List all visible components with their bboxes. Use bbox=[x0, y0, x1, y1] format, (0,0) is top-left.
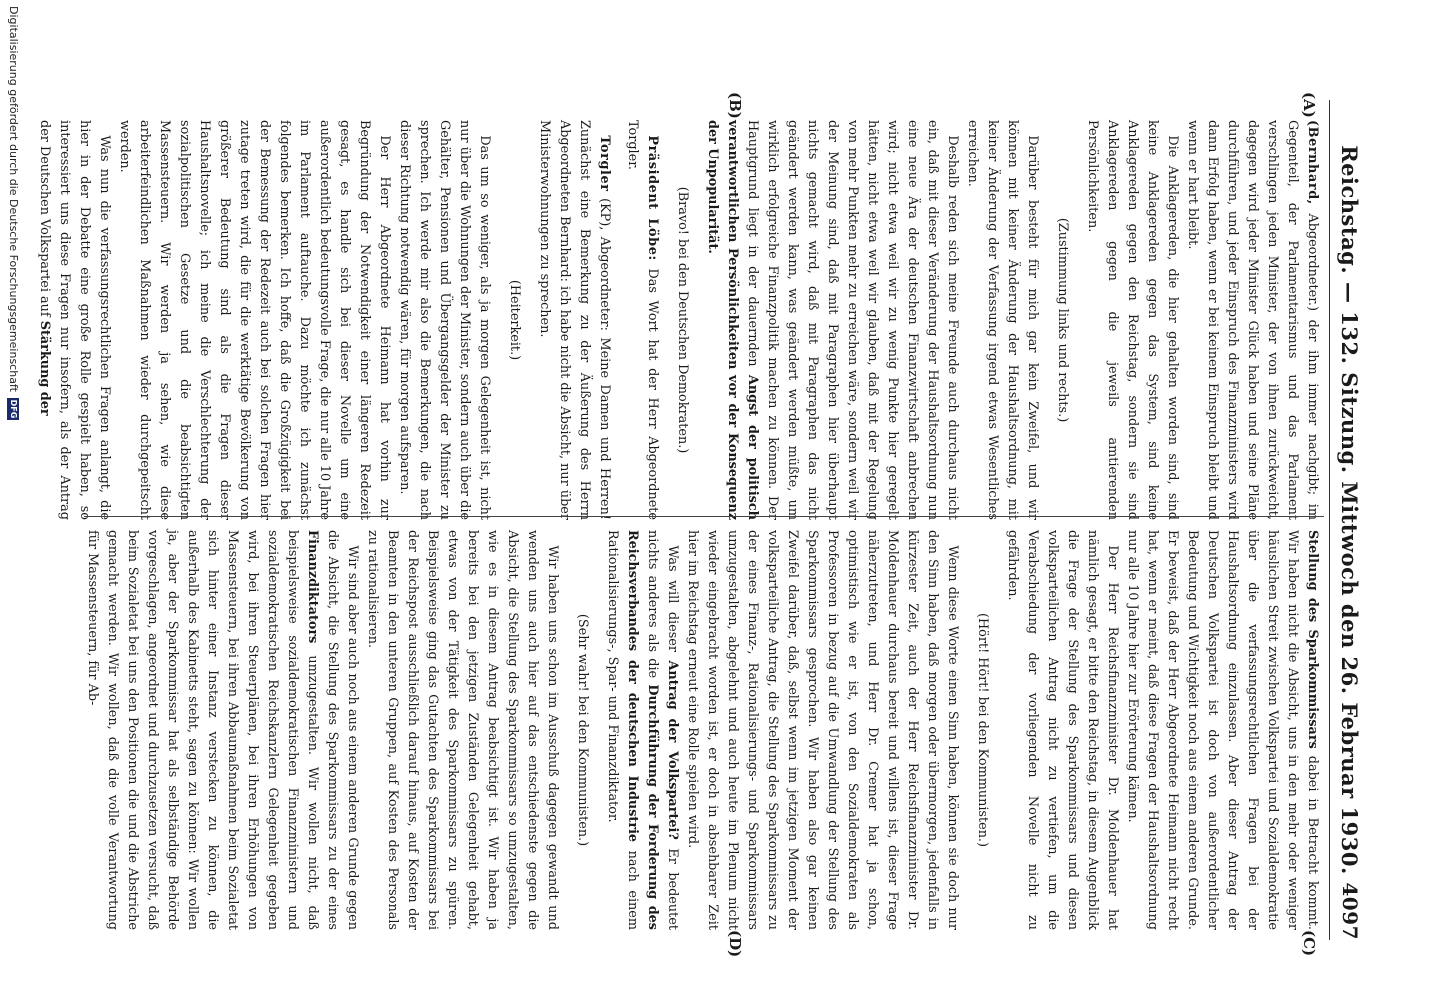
paragraph: Der Herr Reichsfinanzminister Dr. Moldenhauer hat nämlich gesagt, er bitte den Reichstag, in diesem Augenblick die Frage der Stellung des Sparkommissars und diesen volksparteilichen Antrag nicht zu vertiefen, um die Verabschiedung der vorliegenden Novelle nicht zu gefährden. bbox=[1005, 530, 1120, 930]
margin-marker-c: (C) bbox=[1300, 930, 1318, 957]
column-divider bbox=[84, 516, 1324, 517]
margin-marker-a: (A) bbox=[1300, 92, 1318, 118]
paragraph: Das um so weniger, als ja morgen Gelegenheit ist, nicht nur über die Wohnungen der Minister, sondern auch über die Gehälter, Pensionen und Übergangsgelder der Minister zu sprechen. Ich werde mir also die Bemerkungen, die nach dieser Richtung notwendig wären, für morgen aufsparen. bbox=[397, 120, 492, 520]
margin-marker-d: (D) bbox=[726, 930, 744, 958]
speaker-name: Torgler bbox=[597, 135, 612, 192]
paragraph: Darüber besteht für mich gar kein Zweifel, und wir können mit keiner Änderung der Haushaltsordnung, mit keiner Änderung der Verfassung irgend etwas Wesentliches erreichen. bbox=[965, 120, 1040, 520]
page-header bbox=[1336, 80, 1362, 940]
interjection: (Sehr wahr! bei den Kommunisten.) bbox=[575, 613, 590, 847]
paragraph-text: Deshalb reden sich meine Freunde auch durchaus nicht ein, daß mit dieser Veränderung der Haushaltsordnung nun eine neue Ära der deutschen Finanzwirtschaft anbrechen wird; nicht etwa weil wir zu wenig Punkte hier geregelt hätten, nicht etwa weil wir glauben, daß mit der Regelung von mehr Punkten mehr zu erreichen wäre, sondern weil wir der Meinung sind, daß mit Paragraphen hier überhaupt nichts gemacht wird, daß mit Paragraphen das nicht geändert werden kann, was geändert werden müßte, um wirklich erfolgreiche Finanzpolitik machen zu können. Der Hauptgrund liegt in der dauernden bbox=[745, 120, 960, 520]
paragraph: Die Anklagereden, die hier gehalten worden sind, sind keine Anklagereden gegen das System, sind keine Anklagereden gegen den Reichstag, sondern sie sind Anklagereden gegen die jeweils amtierenden Persönlichkeiten. bbox=[1085, 120, 1180, 520]
interjection: (Hört! Hört! bei den Kommunisten.) bbox=[975, 612, 990, 847]
paragraph bbox=[534, 120, 614, 520]
paragraph: Wenn diese Worte einen Sinn haben, können sie doch nur den Sinn haben, daß morgen oder übermorgen, jedenfalls in kürzester Zeit, auch der Herr Reichsfinanzminister Dr. Moldenhauer durchaus bereit und willens ist, dieser Frage näherzutreten, und Herr Dr. Cremer hat ja schon, optimistisch wie er ist, von den Sozialdemokraten als Professoren in bezug auf die Umwandlung der Stellung des Sparkommissars gesprochen. Wir haben also gar keinen Zweifel darüber, daß, selbst wenn im jetzigen Moment der volksparteiliche Antrag, die Stellung des Sparkommissars zu der eines Finanz-, Rationalisierungs- und Sparkommissars umzugestalten, abgelehnt und auch heute im Plenum nicht wieder eingebracht worden ist, er doch in absehbarer Zeit hier im Reichstag erneut eine Rolle spielen wird. bbox=[685, 530, 960, 930]
digitization-footer bbox=[7, 0, 20, 1000]
paragraph-text: Was nun die verfassungsrechtlichen Fragen anlangt, die hier in der Debatte eine große Rolle gespielt haben, so interessiert uns diese Fragen nur insofern, als der Antrag der Deutschen Volkspartei auf bbox=[37, 120, 112, 520]
paragraph bbox=[702, 120, 962, 520]
paragraph-text: Er bedeutet nichts anderes als die bbox=[645, 530, 680, 930]
paragraph-text: (KP), Abgeordneter: Meine Damen und Herren! Zunächst eine Bemerkung zu der Äußerung des Herrn Abgeordneten Bernhard: ich habe nicht die Absicht, nur über Ministerwohnungen zu sprechen. bbox=[537, 120, 612, 520]
bold-phrase: Stärkung der bbox=[37, 320, 52, 416]
dfg-logo-icon: DFG bbox=[9, 399, 19, 419]
bold-phrase: Finanzdiktators bbox=[305, 530, 320, 644]
bold-phrase: Antrag der Volkspartei? bbox=[665, 660, 680, 840]
bold-phrase: Angst der politisch verantwortlichen Persönlichkeiten vor der Konsequenz der Unpopularität. bbox=[705, 120, 760, 520]
interjection: (Bravo! bei den Deutschen Demokraten.) bbox=[675, 186, 690, 454]
speaker-role: Abgeordneter.) bbox=[1305, 213, 1320, 311]
paragraph-text: umzugestalten. Wir wollen nicht, daß beispielsweise sozialdemokratischen Finanzministern und sozialdemokratischen Reichskanzlern Gelegenheit gegeben wird, bei ihren Steuerplänen, bei ihren Erhöhungen von Massensteuern, bei ihren Abbaumaßnahmen beim Sozialetat sich hinter einer Instanz verstecken zu können, die außerhalb des Kabinetts steht, sagen zu können: Wir wollen ja, aber der Sparkommissar hat als selbständige Behörde vorgeschlagen, angeordnet und durchzusetzen versucht, daß beim Sozialetat bei uns den Positionen die und die Abstriche gemacht werden. Wir wollen, daß die volle Verantwortung für Massensteuern, für Ab- bbox=[85, 530, 320, 930]
paragraph-text: Wir sind aber auch noch aus einem anderen Grunde gegen die Absicht, die Stellung des Sparkommissars zu der eines bbox=[325, 530, 360, 930]
paragraph bbox=[1182, 120, 1322, 520]
paragraph-text: Was will dieser bbox=[665, 545, 680, 652]
speaker-name: (Bernhard, bbox=[1305, 120, 1320, 205]
speaker-name: Präsident Löbe: bbox=[645, 135, 660, 261]
right-column bbox=[82, 530, 1322, 930]
paragraph-text: dabei in Betracht kommt. Wir haben nicht die Absicht, uns in den mehr oder weniger häuslichen Streit zwischen Volkspartei und Sozialdemokratie über die verfassungsrechtlichen Fragen bei der Haushaltsordnung einzulassen. Aber dieser Antrag der Deutschen Volkspartei ist doch von außerordentlicher Bedeutung und Wichtigkeit noch aus einem anderen Grunde. Er beweist, daß der Herr Abgeordnete Heimann nicht recht hat, wenn er meint, daß diese Fragen der Haushaltsordnung nur alle 10 Jahre hier zur Erörterung kämen. bbox=[1125, 530, 1320, 930]
paragraph-text: Das Wort hat der Herr Abgeordnete Torgler. bbox=[625, 120, 660, 520]
paragraph bbox=[34, 120, 114, 520]
paragraph-text: der ihm immer nachgibt; im Gegenteil, der Parlamentarismus und das Parlament verschlingen jeden Minister, der von ihnen zurückweicht, dagegen wird jeder Minister Glück haben und seine Pläne durchführen, und jeder Einspruch des Finanzministers wird dann Erfolg haben, wenn er bei keinem Einspruch bleibt und wenn er hart bleibt. bbox=[1185, 120, 1320, 520]
footer-credit: Digitalisierung gefördert durch die Deutsche Forschungsgemeinschaft bbox=[7, 6, 20, 392]
paragraph: Wir haben uns schon im Ausschuß dagegen gewandt und wenden uns auch hier auf das entschiedenste gegen die Absicht, die Stellung des Sparkommissars so umzugestalten, wie es in diesem Antrag beabsichtigt ist. Wir haben ja bereits bei den jetzigen Zuständen Gelegenheit gehabt, etwas von der Tätigkeit des Sparkommissars zu spüren. Beispielsweise ging das Gutachten des Sparkommissars bei der Reichspost ausschließlich darauf hinaus, auf Kosten der Beamten in den unteren Gruppen, auf Kosten des Personals zu rationalisieren. bbox=[365, 530, 560, 930]
margin-marker-b: (B) bbox=[726, 92, 744, 119]
paragraph bbox=[622, 120, 662, 520]
paragraph: Der Herr Abgeordnete Heimann hat vorhin zur Begründung der Notwendigkeit einer längeren Redezeit gesagt, es handle sich bei dieser Novelle um eine außerordentlich bedeutungsvolle Frage, die nur alle 10 Jahre im Parlament auftauche. Dazu möchte ich zunächst folgendes bemerken. Ich hoffe, daß die Großzügigkeit bei der Bemessung der Redezeit auch bei solchen Fragen hier zutage treten wird, die für die werktätige Bevölkerung von größerer Bedeutung sind als die Fragen dieser Haushaltsnovelle; ich meine die Verschlechterung der sozialpolitischen Gesetze und die beabsichtigten Massensteuern. Wir werden ja sehen, wie diese arbeiterfeindlichen Maßnahmen wieder durchgepeitscht werden. bbox=[117, 120, 392, 520]
header-rule bbox=[1329, 100, 1330, 940]
left-column bbox=[34, 120, 1322, 520]
bold-phrase: Durchführung der Forderung des Reichsverbandes der deutschen Industrie bbox=[625, 530, 660, 930]
bold-phrase: Stellung des Sparkommissars bbox=[1305, 530, 1320, 749]
paragraph bbox=[602, 530, 682, 930]
paragraph-text: nach einem Rationalisierungs-, Spar- und Finanzdiktator. bbox=[605, 530, 640, 930]
page-header-title: Reichstag. — 132. Sitzung. Mittwoch den 26. Februar 1930. bbox=[1337, 145, 1362, 875]
interjection: (Heiterkeit.) bbox=[507, 279, 522, 361]
interjection: (Zustimmung links und rechts.) bbox=[1055, 217, 1070, 423]
page-number: 4097 bbox=[1338, 882, 1362, 940]
paragraph bbox=[1122, 530, 1322, 930]
paragraph bbox=[82, 530, 362, 930]
